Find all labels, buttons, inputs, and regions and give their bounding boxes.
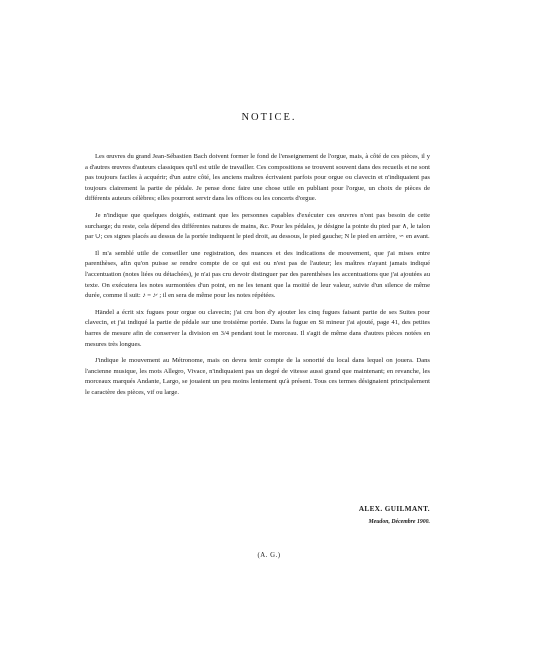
- paragraph-handel: Händel a écrit six fugues pour orgue ou clavecin; j'ai cru bon d'y ajouter les cinq fugues faisant partie de ses Suites pour clavecin, et j'ai indiqué la partie de pédale sur une troisième portée. Dans la fugue en Si mineur j'ai ajouté, page 41, des petites barres de mesure afin de conserver la division en 3/4 pendant tout le morceau. Il s'agit de même dans d'autres pièces notées en mesures très longues.: [85, 308, 430, 348]
- page-title: NOTICE.: [241, 112, 297, 123]
- author-signature: ALEX. GUILMANT.: [358, 505, 430, 513]
- paragraph-registration: Il m'a semblé utile de conseiller une registration, des nuances et des indications de mouvement, que j'ai mises entre parenthèses, afin qu'on puisse se rendre compte de ce qui est ou n'est pas de l'auteur; les maîtres n'ayant jamais indiqué l'accentuation (notes liées ou détachées), je n'ai pas cru devoir distinguer par des parenthèses les accentuations que j'ai ajoutées au texte. On exécutera les notes surmontées d'un point, en ne les tenant que la moitié de leur valeur, suivie d'un silence de même durée, comme il suit: ♪ = ♪𝄾 ; il en sera de même pour les notes répétées.: [85, 249, 430, 300]
- notice-body: [85, 152, 430, 398]
- paragraph-metronome: J'indique le mouvement au Métronome, mais on devra tenir compte de la sonorité du local dans lequel on jouera. Dans l'ancienne musique, les mots Allegro, Vivace, n'indiquaient pas un degré de vitesse aussi grand que maintenant; en revanche, les morceaux marqués Andante, Largo, se jouaient un peu moins lentement qu'à présent. Tous ces termes désignaient principalement le caractère des pièces, vif ou large.: [85, 357, 430, 396]
- paragraph-bach: Les œuvres du grand Jean-Sébastien Bach doivent former le fond de l'enseignement de l'orgue, mais, à côté de ces pièces, il y a d'autres œuvres d'auteurs classiques qu'il est utile de travailler. Ces compositions se trouvent souvent dans des recueils et ne sont pas toujours faciles à acquérir; d'un autre côté, les anciens maîtres écrivaient parfois pour orgue ou clavecin et n'indiquaient pas toujours clairement la partie de pédale. Je pense donc faire une chose utile en publiant pour l'orgue, un choix de pièces de différents auteurs célèbres; elles pourront servir dans les offices ou les concerts d'orgue.: [85, 153, 430, 203]
- paragraph-fingering: Je n'indique que quelques doigtés, estimant que les personnes capables d'exécuter ces œuvres n'ont pas besoin de cette surcharge; du reste, cela dépend des différentes natures de mains, &c. Pour les pédales, je désigne la pointe du pied par ∧, le talon par ∪; ces signes placés au dessus de la portée indiquent le pied droit, au dessous, le pied gauche; N le pied en arrière, ∽ en avant.: [85, 211, 430, 241]
- page-footer: (A. G.): [257, 552, 281, 559]
- dateline: Meudon, Décembre 1900.: [368, 519, 430, 525]
